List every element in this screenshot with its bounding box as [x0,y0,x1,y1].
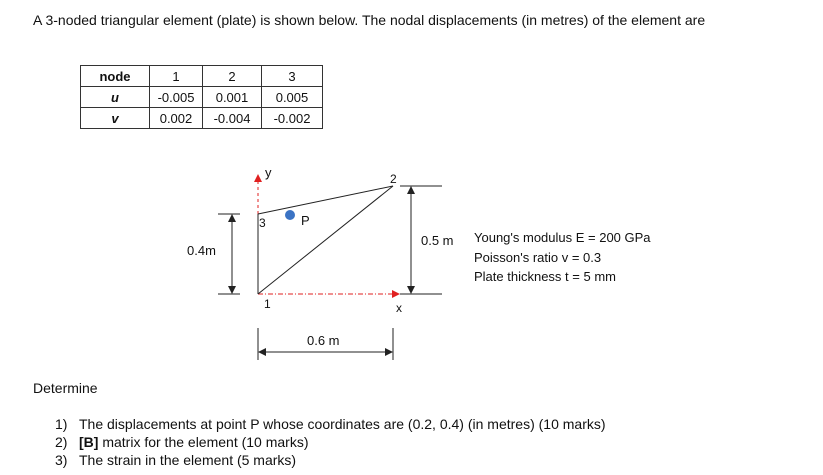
material-properties [474,228,651,287]
width-label: 0.6 m [307,333,340,348]
poissons-ratio: Poisson's ratio v = 0.3 [474,249,602,265]
task-item [55,433,606,451]
task-text: The strain in the element (5 marks) [79,452,297,468]
table-header-node-1: 1 [150,66,203,87]
task-item [55,415,606,433]
plate-thickness: Plate thickness t = 5 mm [474,269,616,284]
task-text: matrix for the element (10 marks) [98,434,309,450]
row-label-v: v [81,108,150,129]
problem-intro: A 3-noded triangular element (plate) is shown below. The nodal displacements (in metres) of the element are [33,12,706,28]
task-bold-term: [B] [79,434,99,450]
u-node-2: 0.001 [203,87,262,108]
left-height-label: 0.4m [187,243,216,258]
determine-heading: Determine [33,380,98,396]
u-node-1: -0.005 [150,87,203,108]
task-list [55,415,606,469]
v-node-3: -0.002 [262,108,323,129]
table-header-node-3: 3 [262,66,323,87]
youngs-modulus: Young's modulus E = 200 GPa [474,230,651,245]
point-p-label: P [301,213,310,228]
point-p-marker [285,210,295,220]
node-2-label: 2 [390,172,397,186]
edge-3-2 [258,186,393,214]
x-axis-label: x [396,301,402,315]
edge-1-2 [258,186,393,294]
task-item [55,451,606,469]
task-number: 1) [55,416,68,432]
v-node-1: 0.002 [150,108,203,129]
node-3-label: 3 [259,216,266,230]
table-header-node-2: 2 [203,66,262,87]
u-node-3: 0.005 [262,87,323,108]
right-height-label: 0.5 m [421,233,454,248]
v-node-2: -0.004 [203,108,262,129]
node-1-label: 1 [264,297,271,311]
table-header-node: node [81,66,150,87]
row-label-u: u [81,87,150,108]
task-number: 3) [55,452,68,468]
task-number: 2) [55,434,68,450]
task-text: The displacements at point P whose coordinates are (0.2, 0.4) (in metres) (10 marks) [79,416,606,432]
y-axis-label: y [265,165,272,180]
